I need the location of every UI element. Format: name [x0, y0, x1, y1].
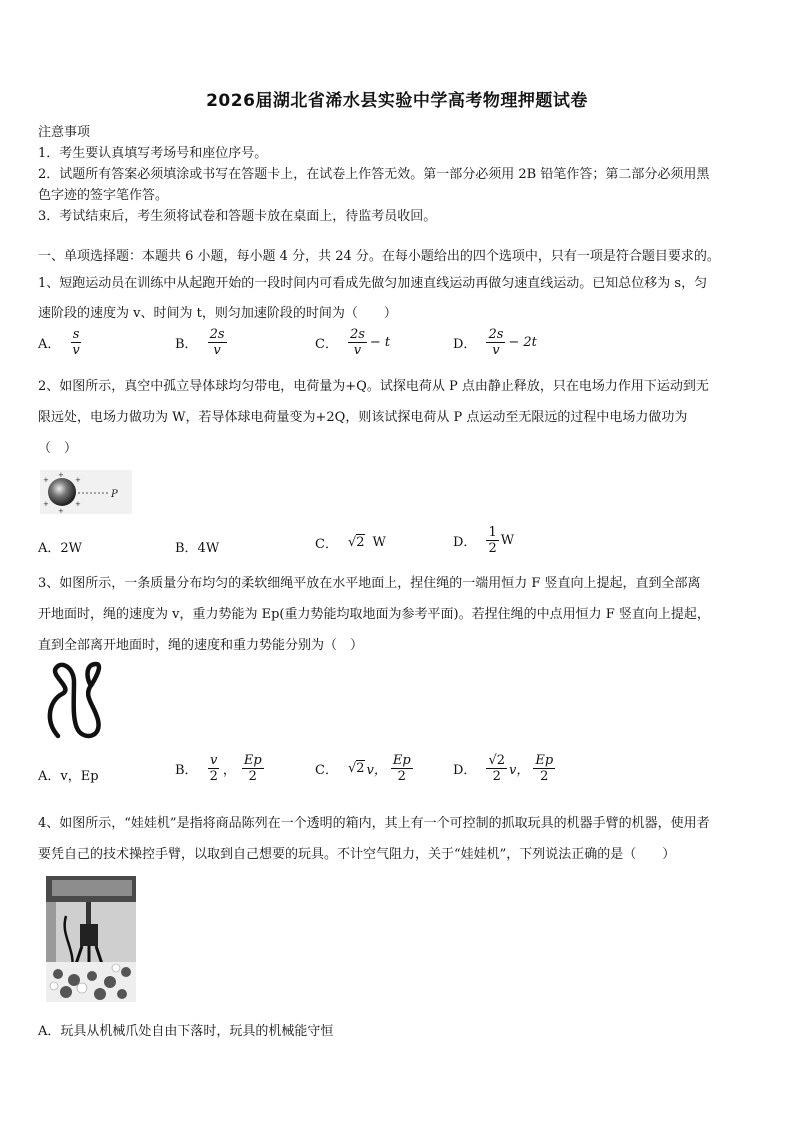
question-4-text: 要凭自己的技术操控手臂，以取到自己想要的玩具。不计空气阻力，关于“娃娃机”，下列说法正确的是（ ）	[38, 847, 676, 862]
q2-option-d: D． $\frac{1}{2}$ W	[453, 525, 515, 556]
q1-option-c: C． $\frac{2s}{v}$ − t	[315, 327, 391, 358]
fraction: $\frac{2s}{v}$	[209, 327, 225, 358]
question-2-text: 限远处，电场力做功为 W，若导体球电荷量变为+2Q，则该试探电荷从 P 点运动至无限远的过程中电场力做功为	[38, 410, 688, 425]
claw-machine-photo	[46, 876, 136, 1002]
svg-text:+: +	[75, 476, 81, 484]
question-2-text: （ ）	[38, 441, 78, 456]
svg-text:+: +	[58, 471, 64, 479]
fraction: $\frac{Ep}{2}$	[535, 753, 554, 784]
sqrt-sign: √2	[347, 535, 365, 550]
question-3-text: 开地面时，绳的速度为 v，重力势能为 Ep(重力势能均取地面为参考平面)。若捏住绳的中点用恒力 F 竖直向上提起，	[38, 607, 710, 622]
section-heading: 一、单项选择题：本题共 6 小题，每小题 4 分，共 24 分。在每小题给出的四个选项中，只有一项是符合题目要求的。	[38, 249, 720, 264]
question-2-text: 2、如图所示，真空中孤立导体球均匀带电，电荷量为+Q。试探电荷从 P 点由静止释放，只在电场力作用下运动到无	[38, 379, 709, 394]
page-title: 2026届湖北省浠水县实验中学高考物理押题试卷	[206, 91, 588, 111]
question-3-text: 3、如图所示，一条质量分布均匀的柔软细绳平放在水平地面上，捏住绳的一端用恒力 F 竖直向上提起，直到全部离	[38, 576, 701, 591]
svg-text:+: +	[43, 500, 49, 508]
question-1-text: 1、短跑运动员在训练中从起跑开始的一段时间内可看成先做匀加速直线运动再做匀速直线运动。已知总位移为 s，匀	[38, 276, 708, 291]
fraction: $\frac{Ep}{2}$	[243, 753, 262, 784]
q3-option-c: C． √2 v， $\frac{Ep}{2}$	[315, 753, 411, 784]
q2-option-c: C． √2 W	[315, 535, 386, 552]
fraction: $\frac{1}{2}$	[488, 525, 497, 556]
svg-text:+: +	[58, 507, 64, 514]
q2-option-b: B．4W	[175, 541, 220, 556]
notice-item: 2．试题所有答案必须填涂或书写在答题卡上，在试卷上作答无效。第一部分必须用 2B 铅笔作答；第二部分必须用黑	[38, 167, 710, 182]
question-1-text: 速阶段的速度为 v、时间为 t，则匀加速阶段的时间为（ ）	[38, 306, 397, 321]
q1-option-b: B． $\frac{2s}{v}$	[175, 327, 225, 358]
q3-option-b: B． $\frac{v}{2}$ ， $\frac{Ep}{2}$	[175, 753, 262, 784]
q2-option-a: A．2W	[38, 541, 83, 556]
svg-text:+: +	[43, 476, 49, 484]
q3-option-d: D． $\frac{√2}{2}$ v， $\frac{Ep}{2}$	[453, 753, 554, 784]
q1-option-d: D． $\frac{2s}{v}$ − 2t	[453, 327, 537, 358]
fraction: $\frac{v}{2}$	[209, 753, 218, 784]
fraction: $\frac{2s}{v}$	[349, 327, 365, 358]
question-3-text: 直到全部离开地面时，绳的速度和重力势能分别为（ ）	[38, 638, 364, 653]
notice-heading: 注意事项	[38, 125, 91, 140]
point-p-label: P	[111, 489, 118, 500]
notice-item: 色字迹的签字笔作答。	[38, 188, 169, 203]
rope-figure	[40, 660, 110, 742]
fraction: $\frac{s}{v}$	[72, 327, 80, 358]
fraction: $\frac{2s}{v}$	[488, 327, 504, 358]
claw-head	[80, 924, 98, 946]
notice-item: 3．考试结束后，考生须将试卷和答题卡放在桌面上，待监考员收回。	[38, 209, 437, 224]
notice-item: 1．考生要认真填写考场号和座位序号。	[38, 146, 268, 161]
q3-option-a: A．v，Ep	[38, 769, 99, 784]
fraction: $\frac{Ep}{2}$	[392, 753, 411, 784]
q1-option-a: A． $\frac{s}{v}$	[38, 327, 80, 358]
charged-sphere-figure	[40, 470, 132, 514]
q4-option-a: A．玩具从机械爪处自由下落时，玩具的机械能守恒	[38, 1024, 334, 1039]
conductor-sphere	[48, 478, 76, 506]
fraction: $\frac{√2}{2}$	[488, 753, 505, 784]
sqrt-sign: √2	[347, 761, 365, 776]
question-4-text: 4、如图所示，“娃娃机”是指将商品陈列在一个透明的箱内，其上有一个可控制的抓取玩具的机器手臂的机器，使用者	[38, 816, 710, 831]
rope-shape	[50, 664, 99, 736]
svg-text:+: +	[75, 500, 81, 508]
